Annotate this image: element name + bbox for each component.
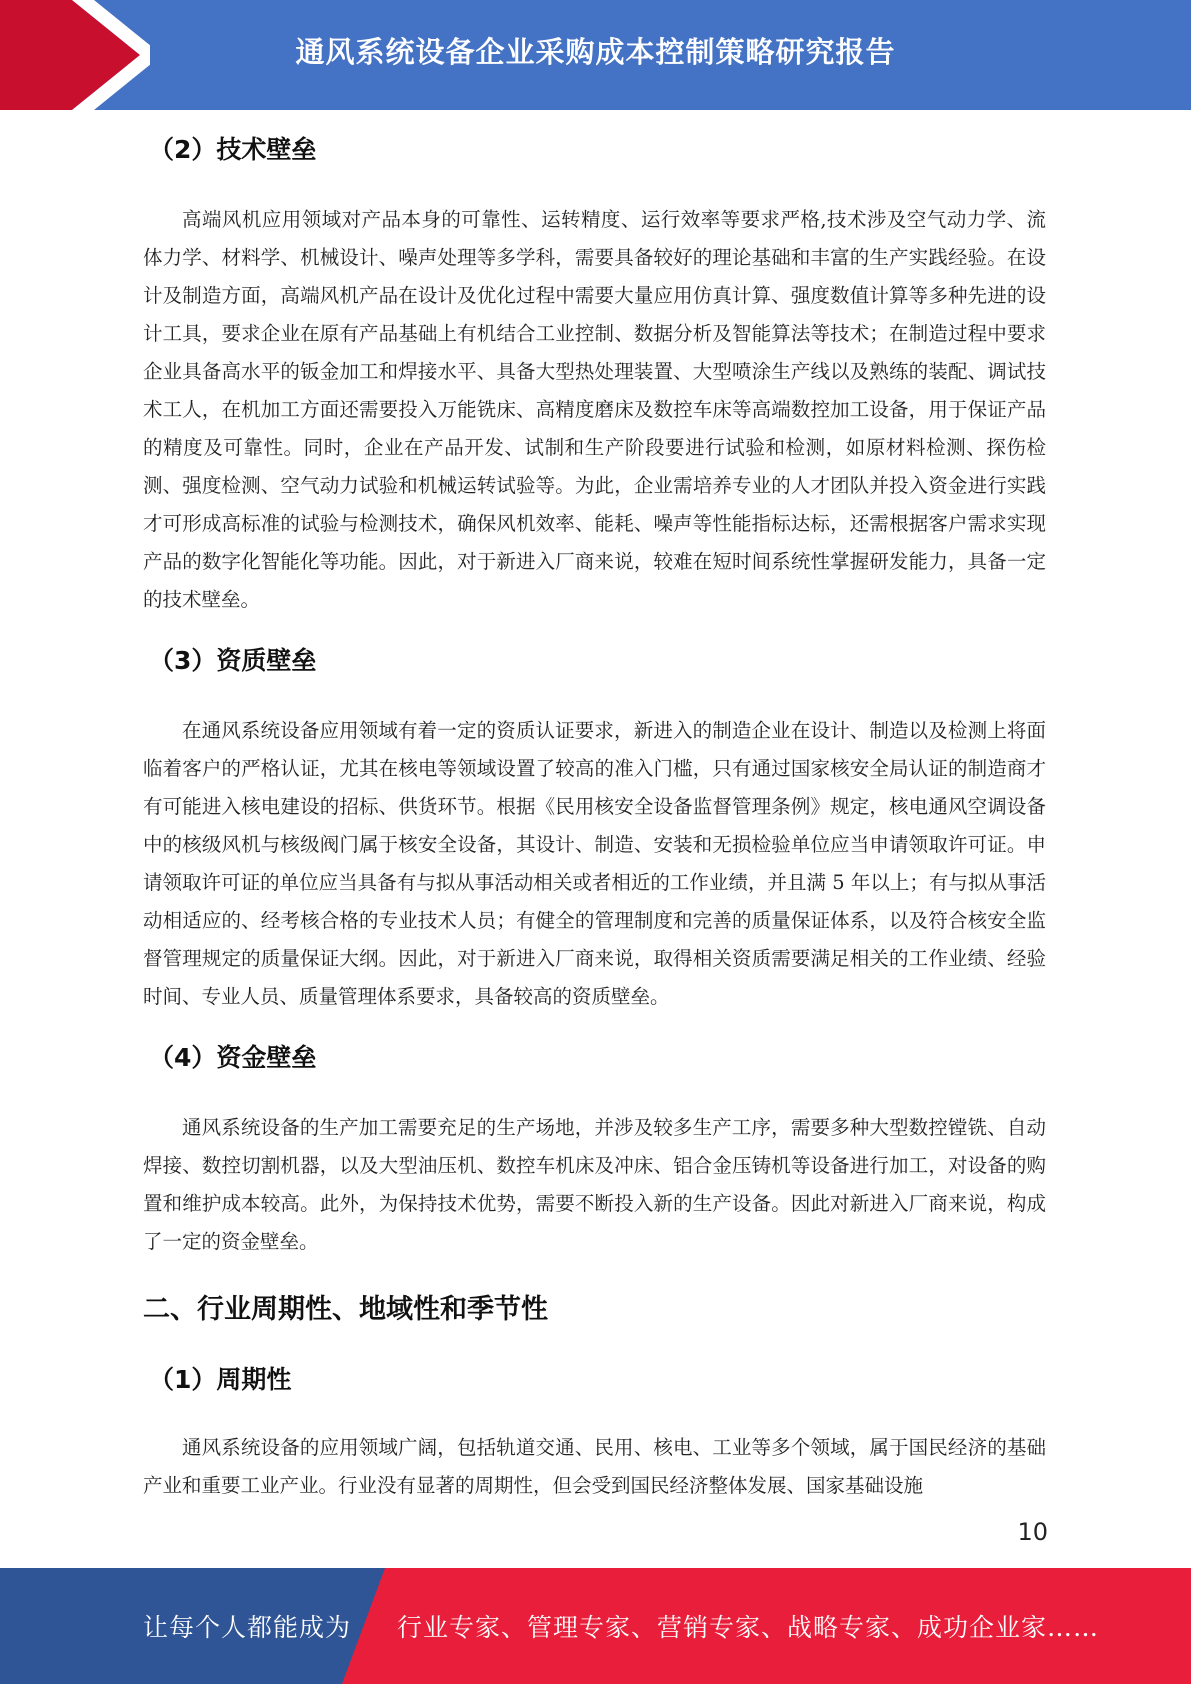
- header-arrow-decoration: [0, 0, 150, 110]
- footer-bar: [0, 1568, 1191, 1684]
- section-heading-cycle: （1）周期性: [149, 1365, 292, 1394]
- paragraph-cycle: 通风系统设备的应用领域广阔，包括轨道交通、民用、核电、工业等多个领域，属于国民经济的基础产业和重要工业产业。行业没有显著的周期性，但会受到国民经济整体发展、国家基础设施: [143, 1436, 1046, 1497]
- footer-slogan-right: 行业专家、管理专家、营销专家、战略专家、成功企业家……: [397, 1613, 1100, 1642]
- footer-slogan-left: 让每个人都能成为: [143, 1613, 352, 1642]
- section-heading-qualification: （3）资质壁垒: [149, 646, 317, 675]
- paragraph-tech: 高端风机应用领域对产品本身的可靠性、运转精度、运行效率等要求严格,技术涉及空气动力学、流体力学、材料学、机械设计、噪声处理等多学科，需要具备较好的理论基础和丰富的生产实践经验。在设计及制造方面，高端风机产品在设计及优化过程中需要大量应用仿真计算、强度数值计算等多种先进的设计工具，要求企业在原有产品基础上有机结合工业控制、数据分析及智能算法等技术；在制造过程中要求企业具备高水平的钣金加工和焊接水平、具备大型热处理装置、大型喷涂生产线以及熟练的装配、调试技术工人，在机加工方面还需要投入万能铣床、高精度磨床及数控车床等高端数控加工设备，用于保证产品的精度及可靠性。同时，企业在产品开发、试制和生产阶段要进行试验和检测，如原材料检测、探伤检测、强度检测、空气动力试验和机械运转试验等。为此，企业需培养专业的人才团队并投入资金进行实践才可形成高标准的试验与检测技术，确保风机效率、能耗、噪声等性能指标达标，还需根据客户需求实现产品的数字化智能化等功能。因此，对于新进入厂商来说，较难在短时间系统性掌握研发能力，具备一定的技术壁垒。: [143, 208, 1046, 611]
- chapter-heading: 二、行业周期性、地域性和季节性: [143, 1294, 548, 1325]
- page-content: [143, 130, 1046, 1505]
- section-heading-capital: （4）资金壁垒: [149, 1043, 317, 1072]
- header-bar: [0, 0, 1191, 110]
- report-title: 通风系统设备企业采购成本控制策略研究报告: [295, 34, 896, 69]
- paragraph-capital: 通风系统设备的生产加工需要充足的生产场地，并涉及较多生产工序，需要多种大型数控镗铣、自动焊接、数控切割机器，以及大型油压机、数控车机床及冲床、铝合金压铸机等设备进行加工，对设备的购置和维护成本较高。此外，为保持技术优势，需要不断投入新的生产设备。因此对新进入厂商来说，构成了一定的资金壁垒。: [143, 1116, 1046, 1253]
- section-heading-tech: （2）技术壁垒: [149, 135, 317, 164]
- paragraph-qualification: 在通风系统设备应用领域有着一定的资质认证要求，新进入的制造企业在设计、制造以及检测上将面临着客户的严格认证，尤其在核电等领域设置了较高的准入门槛，只有通过国家核安全局认证的制造商才有可能进入核电建设的招标、供货环节。根据《民用核安全设备监督管理条例》规定，核电通风空调设备中的核级风机与核级阀门属于核安全设备，其设计、制造、安装和无损检验单位应当申请领取许可证。申请领取许可证的单位应当具备有与拟从事活动相关或者相近的工作业绩，并且满 5 年以上；有与拟从事活动相适应的、经考核合格的专业技术人员；有健全的管理制度和完善的质量保证体系，以及符合核安全监督管理规定的质量保证大纲。因此，对于新进入厂商来说，取得相关资质需要满足相关的工作业绩、经验时间、专业人员、质量管理体系要求，具备较高的资质壁垒。: [143, 719, 1046, 1008]
- page-number: 10: [1017, 1518, 1048, 1546]
